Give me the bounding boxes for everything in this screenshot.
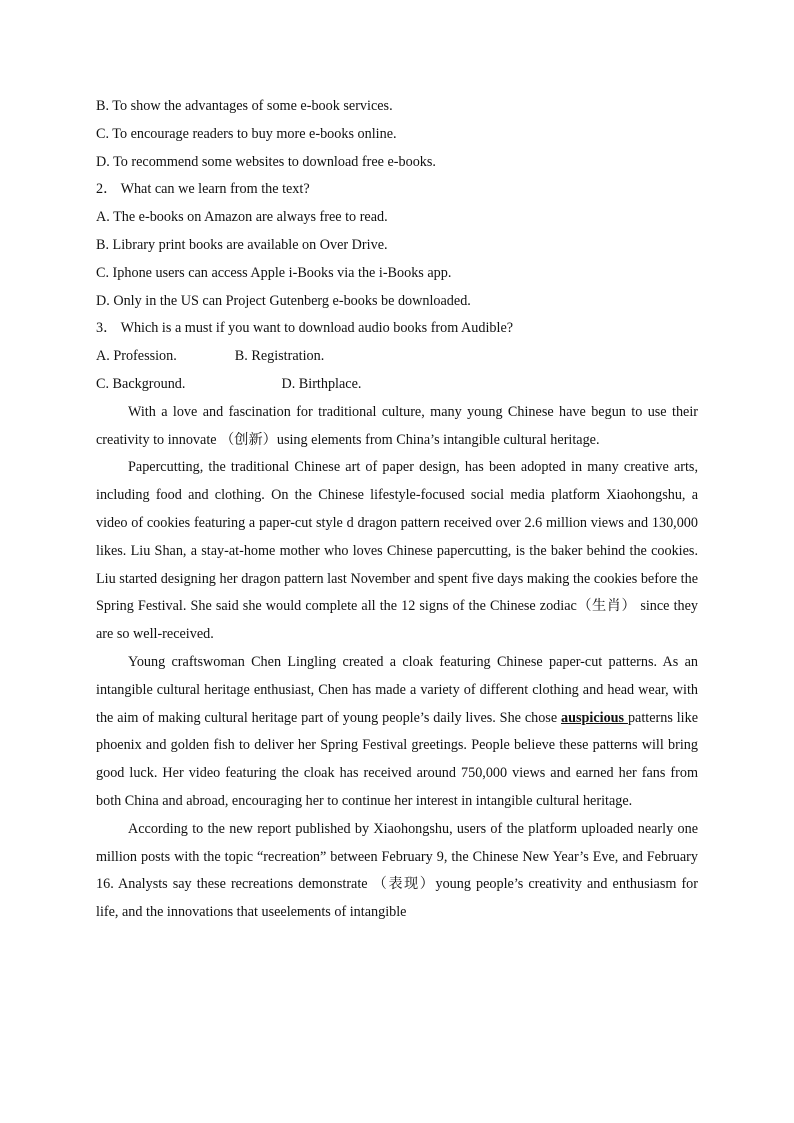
passage-paragraph-1: With a love and fascination for traditional culture, many young Chinese have begun to use their creativity to innovate （创新）using elements from China’s intangible cultural heritage. [96,403,698,448]
q2-option-a: A. The e-books on Amazon are always free to read. [96,209,388,226]
q2-option-c: C. Iphone users can access Apple i-Books via the i-Books app. [96,264,452,281]
q3-option-c: C. Background. [96,375,186,392]
passage-paragraph-4: According to the new report published by Xiaohongshu, users of the platform uploaded nearly one million posts with the topic “recreation” between February 9, the Chinese New Year’s Eve, and February 16. Analysts say these recreations demonstrate （表现）young people’s creativity and enthusiasm for life, and the innovations that useelements of intangible [96,820,698,921]
q3-option-a: A. Profession. [96,348,177,365]
p3-text-after: patterns like phoenix and golden fish to deliver her Spring Festival greetings. People believe these patterns will bring good luck. Her video featuring the cloak has received around 750,000 views and earned her fans from both China and abroad, encouraging her to continue her interest in intangible cultural heritage. [96,709,699,809]
q3-option-d: D. Birthplace. [281,375,362,392]
passage-paragraph-2: Papercutting, the traditional Chinese art of paper design, has been adopted in many creative arts, including food and clothing. On the Chinese lifestyle-focused social media platform Xiaohongshu, a video of cookies featuring a paper-cut style d dragon pattern received over 2.6 million views and 130,000 likes. Liu Shan, a stay-at-home mother who loves Chinese papercutting, is the baker behind the cookies. Liu started designing her dragon pattern last November and spent five days making the cookies before the Spring Festival. She said she would complete all the 12 signs of the Chinese zodiac（生肖） since they are so well-received. [96,459,698,643]
q2-stem: 2． What can we learn from the text? [96,181,310,198]
q2-option-d: D. Only in the US can Project Gutenberg e-books be downloaded. [96,292,471,309]
q3-options-row-2 [96,371,698,399]
q3-option-b: B. Registration. [234,348,325,365]
passage-paragraph-3 [96,649,698,816]
keyword-auspicious: auspicious [561,709,628,726]
p3-text-before: Young craftswoman Chen Lingling created a cloak featuring Chinese paper-cut patterns. As an intangible cultural heritage enthusiast, Chen has made a variety of different clothing and head wear, with the aim of making cultural heritage part of young people’s daily lives. She chose [96,653,698,726]
document-page [96,93,698,927]
q1-option-c: C. To encourage readers to buy more e-books online. [96,125,397,142]
q3-options-row-1 [96,343,698,371]
q1-option-b: B. To show the advantages of some e-book services. [96,98,393,114]
q2-option-b: B. Library print books are available on Over Drive. [96,236,388,253]
q3-stem: 3． Which is a must if you want to download audio books from Audible? [96,320,514,337]
q1-option-d: D. To recommend some websites to download free e-books. [96,153,436,170]
